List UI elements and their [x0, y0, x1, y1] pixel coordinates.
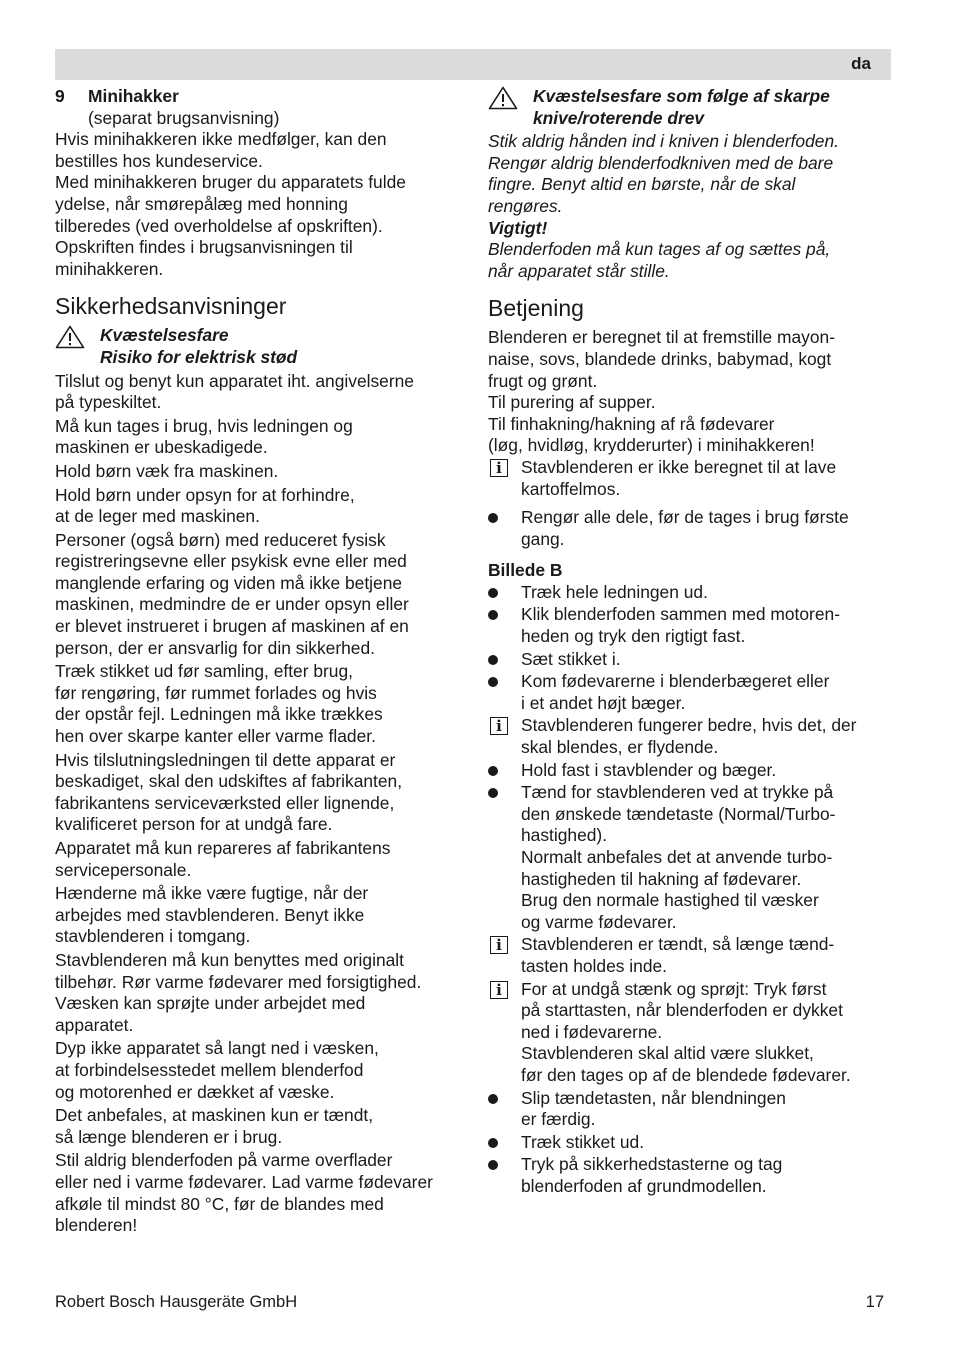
instruction-list-2	[488, 582, 893, 1198]
text-line: ned i fødevarerne.	[521, 1021, 663, 1042]
info-note	[488, 979, 893, 1087]
text-line: fingre. Benyt altid en børste, når de skal	[488, 174, 796, 195]
bullet-icon	[488, 677, 498, 687]
bullet-icon	[488, 1160, 498, 1170]
text-line: For at undgå stænk og sprøjt: Tryk først	[521, 978, 827, 999]
text-line: Tryk på sikkerhedstasterne og tag	[521, 1154, 783, 1175]
bullet-wrap	[488, 1154, 521, 1170]
text-line: tilberedes (ved overholdelse af opskriften).	[55, 215, 383, 236]
text-line: når apparatet står stille.	[488, 260, 670, 281]
text-line: Personer (også børn) med reduceret fysisk	[55, 529, 386, 550]
text-line: Til purering af supper.	[488, 392, 656, 413]
section-heading-operation: Betjening	[488, 295, 584, 322]
text-line: registreringsevne eller psykisk evne eller med	[55, 551, 407, 572]
text-line: på typeskiltet.	[55, 392, 162, 413]
item-text	[521, 1132, 893, 1154]
left-column	[55, 86, 460, 1237]
text-line: er færdig.	[521, 1109, 596, 1130]
info-icon: i	[490, 936, 508, 954]
text-line: og motorenhed er dækket af væske.	[55, 1081, 335, 1102]
item-text	[521, 760, 893, 782]
text-line: Med minihakkeren bruger du apparatets fulde	[55, 172, 406, 193]
info-icon: i	[490, 717, 508, 735]
text-line: manglende erfaring og viden må ikke betjene	[55, 572, 403, 593]
text-line: hen over skarpe kanter eller varme flader.	[55, 726, 376, 747]
bullet-item	[488, 649, 893, 671]
info-icon-wrap	[488, 715, 521, 735]
text-line: den ønskede tændetaste (Normal/Turbo-	[521, 803, 836, 824]
bullet-wrap	[488, 760, 521, 776]
section-heading-safety: Sikkerhedsanvisninger	[55, 293, 287, 320]
text-line: Klik blenderfoden sammen med motoren-	[521, 604, 840, 625]
text-line: at forbindelsesstedet mellem blenderfod	[55, 1059, 364, 1080]
text-line: frugt og grønt.	[488, 370, 598, 391]
safety-paragraphs	[55, 371, 460, 1237]
safety-paragraph	[55, 950, 460, 1036]
text-line: servicepersonale.	[55, 859, 192, 880]
safety-paragraph	[55, 461, 460, 483]
bullet-wrap	[488, 782, 521, 798]
bullet-wrap	[488, 1088, 521, 1104]
important-label: Vigtigt!	[488, 217, 548, 238]
text-line: Apparatet må kun repareres af fabrikantens	[55, 838, 391, 858]
bullet-icon	[488, 788, 498, 798]
text-line: tasten holdes inde.	[521, 955, 667, 976]
bullet-item	[488, 507, 893, 550]
bullet-item	[488, 1154, 893, 1197]
bullet-wrap	[488, 582, 521, 598]
bullet-item	[488, 782, 893, 933]
bullet-wrap	[488, 649, 521, 665]
warning-triangle-icon	[488, 86, 533, 112]
safety-paragraph	[55, 883, 460, 948]
text-line: Træk hele ledningen ud.	[521, 581, 708, 602]
warning-line-1: Kvæstelsesfare som følge af skarpe	[533, 86, 830, 106]
item-subtitle: (separat brugsanvisning)	[88, 107, 280, 128]
text-line: Kom fødevarerne i blenderbægeret eller	[521, 671, 830, 692]
text-line: heden og tryk den rigtigt fast.	[521, 626, 746, 647]
text-line: afkøle til mindst 80 °C, før de blandes med	[55, 1193, 384, 1214]
text-line: person, der er ansvarlig for din sikkerhed.	[55, 637, 375, 658]
item-text	[521, 934, 893, 977]
text-line: på starttasten, når blenderfoden er dykket	[521, 1000, 843, 1021]
text-line: Rengør alle dele, før de tages i brug første	[521, 507, 849, 528]
text-line: rengøres.	[488, 195, 563, 216]
info-icon: i	[490, 459, 508, 477]
text-line: Stavblenderen skal altid være slukket,	[521, 1043, 814, 1064]
text-line: hastigheden til hakning af fødevarer.	[521, 868, 802, 889]
item-text	[521, 582, 893, 604]
text-line: maskinen er ubeskadigede.	[55, 437, 268, 458]
warning-line-2: Risiko for elektrisk stød	[100, 346, 298, 367]
text-line: Væsken kan sprøjte under arbejdet med	[55, 993, 366, 1014]
info-icon-wrap	[488, 457, 521, 477]
text-line: Det anbefales, at maskinen kun er tændt,	[55, 1105, 374, 1126]
text-line: hastighed).	[521, 825, 608, 846]
text-line: Må kun tages i brug, hvis ledningen og	[55, 415, 353, 436]
text-line: fabrikantens serviceværksted eller lignende,	[55, 792, 395, 813]
text-line: skal blendes, er flydende.	[521, 737, 719, 758]
important-text	[488, 239, 893, 282]
bullet-item	[488, 582, 893, 604]
text-line: eller ned i varme fødevarer. Lad varme fødevarer	[55, 1171, 433, 1192]
item-9-body	[55, 129, 460, 280]
bullet-wrap	[488, 1132, 521, 1148]
text-line: Blenderfoden må kun tages af og sættes på,	[488, 239, 831, 260]
text-line: minihakkeren.	[55, 258, 164, 279]
safety-paragraph	[55, 1038, 460, 1103]
text-line: kvalificeret person for at undgå fare.	[55, 814, 333, 835]
bullet-icon	[488, 766, 498, 776]
bullet-wrap	[488, 604, 521, 620]
text-line: apparatet.	[55, 1014, 134, 1035]
item-text	[521, 1088, 893, 1131]
text-line: blenderfoden af grundmodellen.	[521, 1175, 767, 1196]
warning-triangle-icon	[55, 325, 100, 351]
info-note	[488, 715, 893, 758]
text-line: blenderen!	[55, 1215, 138, 1236]
text-line: og varme fødevarer.	[521, 911, 677, 932]
text-line: Rengør aldrig blenderfodkniven med de bare	[488, 152, 834, 173]
text-line: bestilles hos kundeservice.	[55, 150, 263, 171]
footer-company: Robert Bosch Hausgeräte GmbH	[55, 1293, 298, 1311]
text-line: Blenderen er beregnet til at fremstille mayon-	[488, 327, 836, 348]
text-line: i et andet højt bæger.	[521, 692, 686, 713]
bullet-wrap	[488, 671, 521, 687]
text-line: Stavblenderen er ikke beregnet til at lave	[521, 456, 837, 477]
text-line: gang.	[521, 528, 565, 549]
item-title: Minihakker	[88, 86, 179, 106]
right-column	[488, 86, 893, 1199]
text-line: Stavblenderen er tændt, så længe tænd-	[521, 934, 835, 955]
info-icon: i	[490, 981, 508, 999]
safety-paragraph	[55, 1105, 460, 1148]
safety-paragraph	[55, 750, 460, 836]
page-number: 17	[865, 1293, 884, 1311]
text-line: Hold børn væk fra maskinen.	[55, 460, 279, 481]
text-line: Hold fast i stavblender og bæger.	[521, 759, 777, 780]
text-line: Opskriften findes i brugsanvisningen til	[55, 237, 353, 258]
text-line: Stavblenderen må kun benyttes med originalt	[55, 949, 404, 970]
text-line: Hænderne må ikke være fugtige, når der	[55, 883, 369, 904]
safety-paragraph	[55, 838, 460, 881]
text-line: er blevet instrueret i brugen af maskinen af en	[55, 616, 409, 637]
warning-line-2: knive/roterende drev	[533, 107, 705, 128]
item-text	[521, 507, 893, 550]
text-line: Tilslut og benyt kun apparatet iht. angivelserne	[55, 370, 414, 391]
warning-line-1: Kvæstelsesfare	[100, 325, 229, 346]
item-9-heading	[55, 86, 460, 108]
operation-intro	[488, 327, 893, 457]
text-line: Tænd for stavblenderen ved at trykke på	[521, 782, 834, 803]
text-line: arbejdes med stavblenderen. Benyt ikke	[55, 904, 365, 925]
text-line: (løg, hvidløg, krydderurter) i minihakkeren!	[488, 435, 815, 456]
text-line: beskadiget, skal den udskiftes af fabrikanten,	[55, 771, 403, 792]
language-code: da	[851, 54, 871, 73]
item-text	[521, 1154, 893, 1197]
bullet-icon	[488, 1094, 498, 1104]
text-line: der opstår fejl. Ledningen må ikke trækkes	[55, 704, 383, 725]
item-number: 9	[55, 86, 65, 106]
text-line: før rengøring, før rummet forlades og hvis	[55, 682, 377, 703]
bullet-item	[488, 604, 893, 647]
text-line: Træk stikket ud før samling, efter brug,	[55, 661, 353, 682]
item-text	[521, 604, 893, 647]
bullet-item	[488, 1132, 893, 1154]
warning-text	[488, 131, 893, 217]
safety-paragraph	[55, 1150, 460, 1236]
safety-paragraph	[55, 661, 460, 747]
info-icon-wrap	[488, 979, 521, 999]
text-line: kartoffelmos.	[521, 478, 621, 499]
bullet-wrap	[488, 507, 521, 523]
text-line: Normalt anbefales det at anvende turbo-	[521, 847, 833, 867]
text-line: Træk stikket ud.	[521, 1131, 645, 1152]
text-line: Stil aldrig blenderfoden på varme overflader	[55, 1150, 393, 1171]
bullet-icon	[488, 655, 498, 665]
warning-block-knives	[488, 86, 893, 129]
text-line: tilbehør. Rør varme fødevarer med forsigtighed.	[55, 971, 422, 992]
info-note	[488, 934, 893, 977]
text-line: Stavblenderen fungerer bedre, hvis det, der	[521, 715, 857, 736]
text-line: Hvis minihakkeren ikke medfølger, kan den	[55, 129, 387, 150]
figure-reference: Billede B	[488, 560, 563, 581]
text-line: naise, sovs, blandede drinks, babymad, kogt	[488, 348, 832, 369]
item-text	[521, 457, 893, 500]
safety-paragraph	[55, 371, 460, 414]
safety-paragraph	[55, 485, 460, 528]
text-line: Dyp ikke apparatet så langt ned i væsken,	[55, 1038, 379, 1059]
safety-paragraph	[55, 530, 460, 660]
text-line: ydelse, når smørepålæg med honning	[55, 193, 348, 214]
item-text	[521, 979, 893, 1087]
bullet-item	[488, 1088, 893, 1131]
instruction-list-1	[488, 457, 893, 550]
info-note	[488, 457, 893, 500]
info-icon-wrap	[488, 934, 521, 954]
text-line: stavblenderen i tomgang.	[55, 926, 251, 947]
text-line: så længe blenderen er i brug.	[55, 1126, 283, 1147]
item-text	[521, 782, 893, 933]
bullet-icon	[488, 610, 498, 620]
text-line: Hvis tilslutningsledningen til dette apparat er	[55, 749, 396, 770]
text-line: Hold børn under opsyn for at forhindre,	[55, 484, 355, 505]
text-line: Sæt stikket i.	[521, 648, 621, 669]
text-line: Brug den normale hastighed til væsker	[521, 890, 819, 911]
warning-block	[55, 325, 460, 368]
item-text	[521, 649, 893, 671]
text-line: at de leger med maskinen.	[55, 506, 260, 527]
item-text	[521, 715, 893, 758]
bullet-item	[488, 760, 893, 782]
text-line: maskinen, medmindre de er under opsyn eller	[55, 594, 409, 615]
text-line: før den tages op af de blendede fødevarer.	[521, 1064, 851, 1085]
bullet-item	[488, 671, 893, 714]
text-line: Til finhakning/hakning af rå fødevarer	[488, 413, 775, 434]
text-line: Slip tændetasten, når blendningen	[521, 1087, 786, 1108]
bullet-icon	[488, 588, 498, 598]
safety-paragraph	[55, 416, 460, 459]
text-line: Stik aldrig hånden ind i kniven i blenderfoden.	[488, 131, 839, 152]
item-text	[521, 671, 893, 714]
bullet-icon	[488, 1138, 498, 1148]
bullet-icon	[488, 513, 498, 523]
header-bar	[55, 49, 891, 80]
